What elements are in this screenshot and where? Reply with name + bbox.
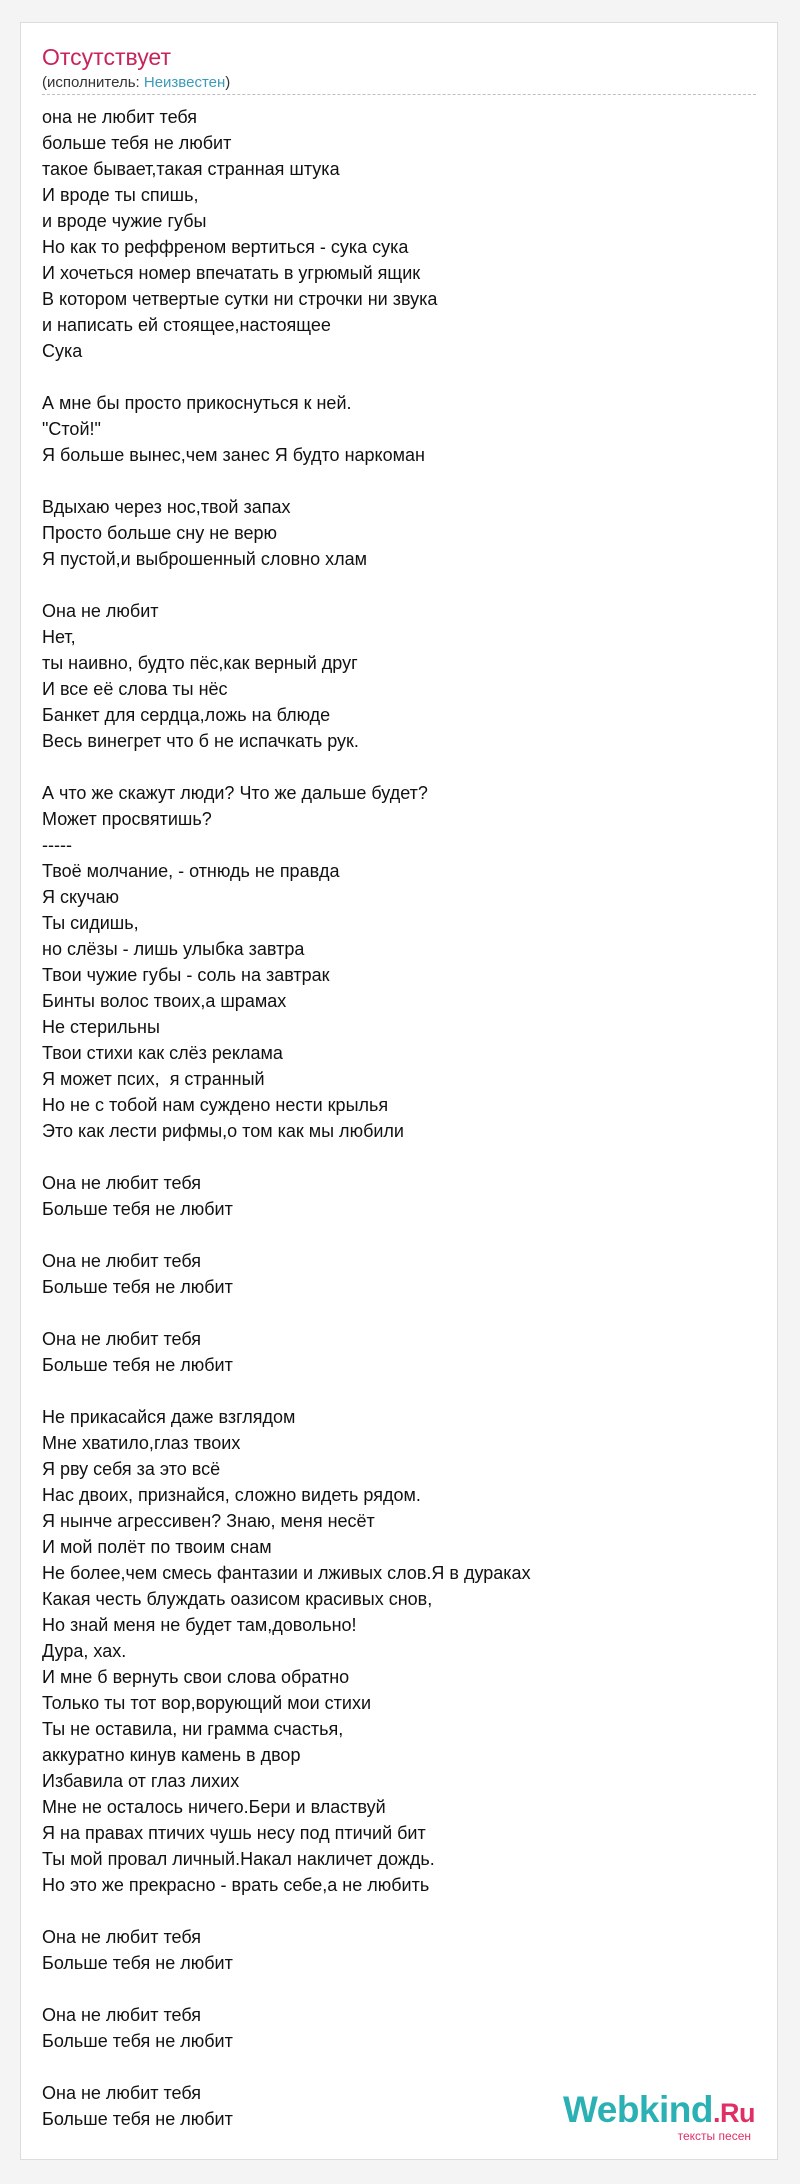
lyric-line: больше тебя не любит <box>42 133 232 153</box>
lyric-line: Нас двоих, признайся, сложно видеть рядом. <box>42 1485 421 1505</box>
lyric-line: Ты не оставила, ни грамма счастья, <box>42 1719 344 1739</box>
lyric-line: такое бывает,такая странная штука <box>42 159 340 179</box>
lyric-line: ты наивно, будто пёс,как верный друг <box>42 653 358 673</box>
lyric-line: Избавила от глаз лихих <box>42 1771 240 1791</box>
lyric-line: Может просвятишь? <box>42 809 212 829</box>
lyric-line: Она не любит тебя <box>42 2005 202 2025</box>
lyric-line: И все её слова ты нёс <box>42 679 228 699</box>
lyric-line: И мой полёт по твоим снам <box>42 1537 272 1557</box>
logo-tagline: тексты песен <box>677 2129 751 2143</box>
lyric-line: Не стерильны <box>42 1017 160 1037</box>
lyric-blank-line <box>42 754 762 780</box>
lyric-line: Сука <box>42 341 83 361</box>
lyric-line: Твоё молчание, - отнюдь не правда <box>42 861 340 881</box>
lyric-blank-line <box>42 1300 762 1326</box>
artist-prefix: (исполнитель: <box>42 74 144 91</box>
lyric-line: Не более,чем смесь фантазии и лживых слов.Я в дураках <box>42 1563 531 1583</box>
lyric-line: Просто больше сну не верю <box>42 523 278 543</box>
lyric-line: Ты мой провал личный.Накал накличет дождь. <box>42 1849 435 1869</box>
lyric-line: Не прикасайся даже взглядом <box>42 1407 296 1427</box>
song-title: Отсутствует <box>42 44 171 70</box>
lyric-line: Я больше вынес,чем занес Я будто наркоман <box>42 445 425 465</box>
site-logo[interactable] <box>563 2091 755 2143</box>
lyric-blank-line <box>42 1976 762 2002</box>
lyric-line: и написать ей стоящее,настоящее <box>42 315 331 335</box>
logo-main-text: Webkind <box>563 2089 713 2130</box>
lyric-line: Я нынче агрессивен? Знаю, меня несёт <box>42 1511 375 1531</box>
lyric-line: Я скучаю <box>42 887 119 907</box>
lyric-blank-line <box>42 1222 762 1248</box>
lyric-line: Но знай меня не будет там,довольно! <box>42 1615 357 1635</box>
lyric-blank-line <box>42 1144 762 1170</box>
lyric-line: Вдыхаю через нос,твой запах <box>42 497 291 517</box>
lyric-line: Это как лести рифмы,о том как мы любили <box>42 1121 404 1141</box>
lyrics-card <box>20 22 778 2160</box>
lyric-blank-line <box>42 468 762 494</box>
lyric-blank-line <box>42 1378 762 1404</box>
artist-line <box>42 73 230 93</box>
lyric-line: И вроде ты спишь, <box>42 185 199 205</box>
lyric-line: Мне не осталось ничего.Бери и властвуй <box>42 1797 386 1817</box>
lyric-line: Она не любит тебя <box>42 2083 202 2103</box>
lyric-line: Твои чужие губы - соль на завтрак <box>42 965 330 985</box>
lyric-line: Банкет для сердца,ложь на блюде <box>42 705 331 725</box>
lyric-line: Я рву себя за это всё <box>42 1459 221 1479</box>
lyric-line: Я может псих, я странный <box>42 1069 265 1089</box>
lyric-line: Твои стихи как слёз реклама <box>42 1043 283 1063</box>
lyric-line: Она не любит тебя <box>42 1927 202 1947</box>
lyric-line: Она не любит тебя <box>42 1173 202 1193</box>
lyric-blank-line <box>42 1898 762 1924</box>
lyric-line: Она не любит тебя <box>42 1329 202 1349</box>
lyric-line: Дура, хах. <box>42 1641 127 1661</box>
lyric-line: Бинты волос твоих,а шрамах <box>42 991 287 1011</box>
lyric-line: Больше тебя не любит <box>42 1277 233 1297</box>
lyric-line: И хочеться номер впечатать в угрюмый ящик <box>42 263 421 283</box>
lyric-line: Больше тебя не любит <box>42 1355 233 1375</box>
lyric-line: Больше тебя не любит <box>42 2109 233 2129</box>
lyric-blank-line <box>42 364 762 390</box>
artist-link[interactable]: Неизвестен <box>143 74 226 91</box>
lyric-line: Весь винегрет что б не испачкать рук. <box>42 731 359 751</box>
lyric-line: и вроде чужие губы <box>42 211 207 231</box>
lyric-line: Она не любит <box>42 601 159 621</box>
lyric-line: Но это же прекрасно - врать себе,а не любить <box>42 1875 430 1895</box>
lyric-line: А мне бы просто прикоснуться к ней. <box>42 393 352 413</box>
lyric-line: "Стой!" <box>42 419 101 439</box>
lyric-line: Я пустой,и выброшенный словно хлам <box>42 549 367 569</box>
lyric-line: Больше тебя не любит <box>42 2031 233 2051</box>
lyric-line: она не любит тебя <box>42 107 198 127</box>
lyric-line: ----- <box>42 835 72 855</box>
lyric-line: В котором четвертые сутки ни строчки ни звука <box>42 289 438 309</box>
artist-suffix: ) <box>225 74 231 91</box>
lyric-line: аккуратно кинув камень в двор <box>42 1745 301 1765</box>
lyric-line: Но не с тобой нам суждено нести крылья <box>42 1095 389 1115</box>
lyric-line: Нет, <box>42 627 76 647</box>
lyric-line: Она не любит тебя <box>42 1251 202 1271</box>
title-divider <box>42 94 756 95</box>
lyric-line: Но как то реффреном вертиться - сука сука <box>42 237 409 257</box>
lyric-line: Только ты тот вор,ворующий мои стихи <box>42 1693 372 1713</box>
lyric-line: Мне хватило,глаз твоих <box>42 1433 241 1453</box>
lyric-line: но слёзы - лишь улыбка завтра <box>42 939 305 959</box>
logo-suffix-text: .Ru <box>713 2098 755 2128</box>
lyric-line: И мне б вернуть свои слова обратно <box>42 1667 350 1687</box>
lyric-line: Я на правах птичих чушь несу под птичий бит <box>42 1823 426 1843</box>
lyric-line: Какая честь блуждать оазисом красивых снов, <box>42 1589 433 1609</box>
lyric-line: Ты сидишь, <box>42 913 139 933</box>
lyric-line: Больше тебя не любит <box>42 1199 233 1219</box>
lyrics-text <box>42 104 762 2132</box>
lyric-line: Больше тебя не любит <box>42 1953 233 1973</box>
lyric-blank-line <box>42 572 762 598</box>
logo-wordmark <box>563 2091 755 2132</box>
lyric-blank-line <box>42 2054 762 2080</box>
lyric-line: А что же скажут люди? Что же дальше будет? <box>42 783 428 803</box>
